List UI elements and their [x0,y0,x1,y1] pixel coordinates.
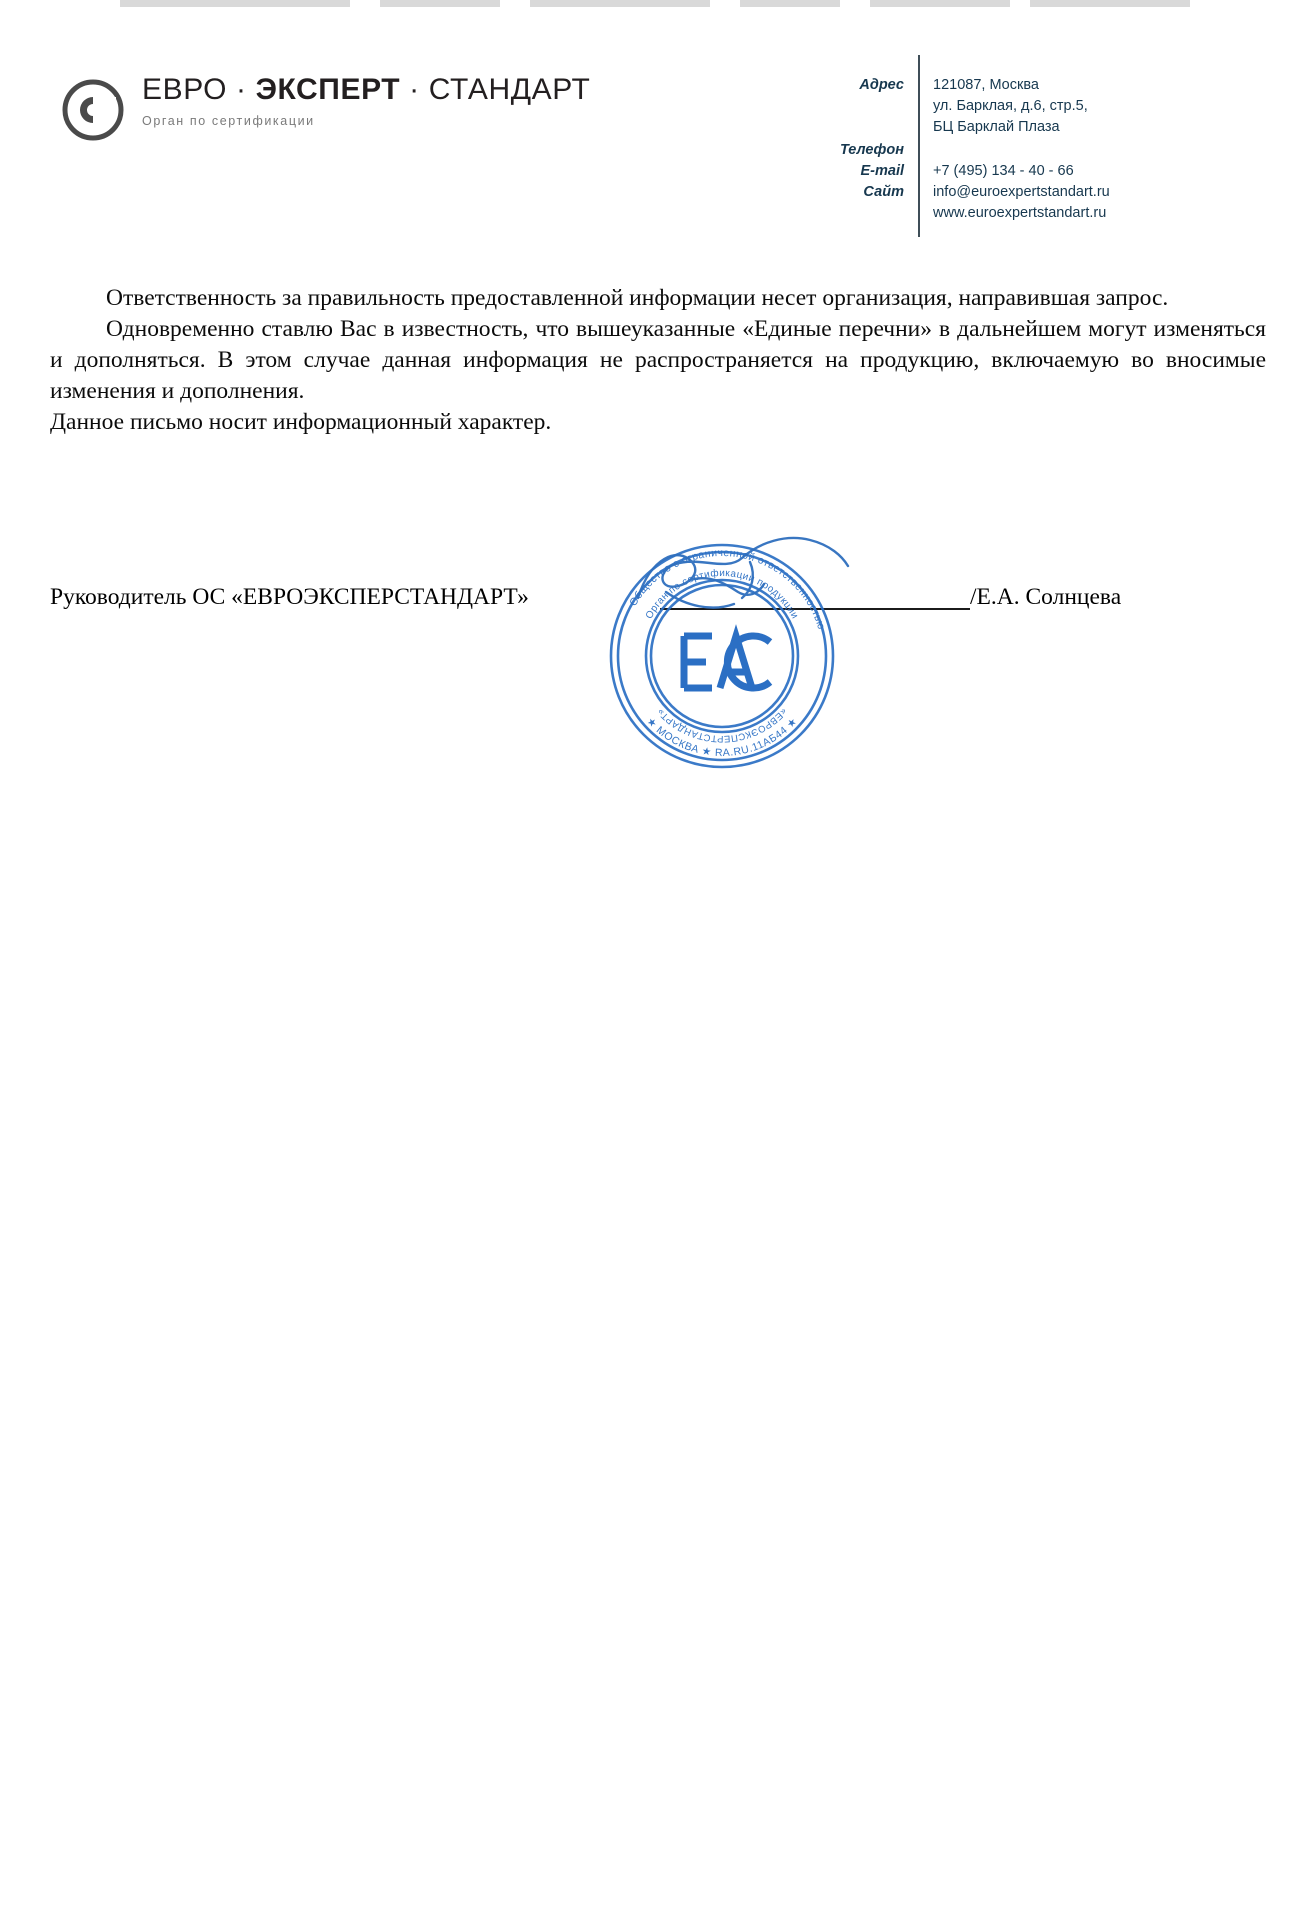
address-line-1: 121087, Москва [933,77,1039,93]
handwritten-signature-icon [630,528,910,658]
label-email: E-mail [860,163,904,179]
signatory-title: Руководитель ОС «ЕВРОЭКСПЕРСТАНДАРТ» [50,584,529,610]
contact-block [800,55,1220,245]
site-value[interactable]: www.euroexpertstandart.ru [933,205,1107,221]
company-name-separator-1: · [236,73,247,106]
svg-text:★ МОСКВА ★ RA.RU.11АБ44 ★: ★ МОСКВА ★ RA.RU.11АБ44 ★ [644,715,800,760]
company-subtitle: Орган по сертификации [142,114,315,128]
contact-divider [918,55,920,237]
body-paragraph-3: Данное письмо носит информационный характер. [50,409,552,435]
label-address: Адрес [859,77,904,93]
company-name-part3: СТАНДАРТ [428,73,591,106]
contact-labels [800,75,904,203]
label-phone: Телефон [839,142,904,158]
address-line-2: ул. Барклая, д.6, стр.5, [933,98,1088,114]
contact-values [933,75,1110,224]
company-name-separator-2: · [409,73,420,106]
signatory-name: /Е.А. Солнцева [970,584,1122,610]
company-name [142,73,590,107]
company-branding [62,73,590,141]
company-name-part2: ЭКСПЕРТ [255,73,401,106]
body-paragraph-2: Одновременно ставлю Вас в известность, что вышеуказанные «Единые перечни» в дальнейшем могут изменяться и дополняться. В этом случае данная информация не распространяется на продукцию, включаемую во вносимые изменения и дополнения. [50,316,1266,404]
letter-body [50,283,1266,438]
letterhead [0,55,1316,245]
company-name-part1: ЕВРО [142,73,228,106]
body-paragraph-1: Ответственность за правильность предоставленной информации несет организация, направившая запрос. [106,285,1169,311]
scan-edge-artifacts [0,0,1316,10]
phone-value: +7 (495) 134 - 40 - 66 [933,163,1074,179]
svg-text:Общество с ограниченной ответс: Общество с ограниченной ответственностью [627,546,828,632]
address-line-3: БЦ Барклай Плаза [933,119,1060,135]
svg-text:Орган по сертификации продукци: Орган по сертификации продукции [643,567,801,621]
company-logo-icon [62,79,124,141]
label-site: Сайт [863,184,904,200]
email-value[interactable]: info@euroexpertstandart.ru [933,184,1110,200]
svg-text:«ЕВРОЭКСПЕРТСТАНДАРТ»: «ЕВРОЭКСПЕРТСТАНДАРТ» [655,705,789,745]
